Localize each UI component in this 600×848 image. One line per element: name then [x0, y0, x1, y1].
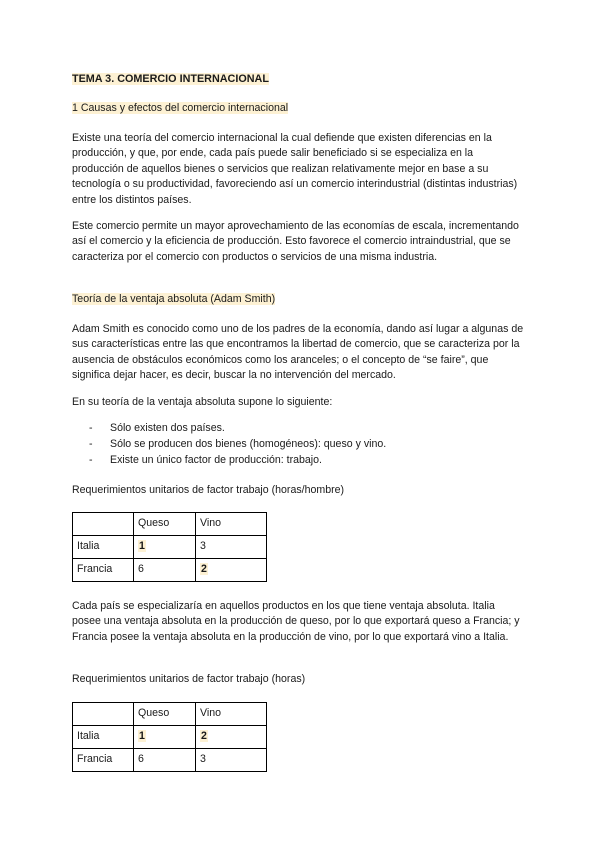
- table-cell-country: Francia: [73, 749, 134, 772]
- table-cell: 3: [196, 536, 267, 559]
- table-header-vino: Vino: [196, 703, 267, 726]
- table-row: [73, 726, 267, 749]
- table-cell: [73, 703, 134, 726]
- table-header-row: [73, 703, 267, 726]
- list-item: - Sólo existen dos países.: [72, 421, 386, 437]
- table-cell-highlighted: 2: [196, 559, 267, 582]
- paragraph-supuestos-intro: En su teoría de la ventaja absoluta supone lo siguiente:: [72, 396, 333, 408]
- paragraph-adam-smith: Adam Smith es conocido como uno de los padres de la economía, dando así lugar a algunas de sus características entre las que encontramos la libertad de comercio, que se caracteriza por la ausencia de obstáculos económicos como los aranceles; o el concepto de “se faire”, que significa dejar hacer, es decir, buscar la no intervención del mercado.: [72, 323, 524, 382]
- dash-bullet-icon: -: [89, 422, 93, 434]
- document-title: TEMA 3. COMERCIO INTERNACIONAL: [72, 73, 269, 85]
- table-cell-highlighted: 1: [134, 536, 196, 559]
- table-header-vino: Vino: [196, 513, 267, 536]
- list-item: - Sólo se producen dos bienes (homogéneos): queso y vino.: [72, 437, 386, 453]
- table-cell: 6: [134, 749, 196, 772]
- table-header-queso: Queso: [134, 703, 196, 726]
- table-header-row: [73, 513, 267, 536]
- table-cell: 3: [196, 749, 267, 772]
- list-item: - Existe un único factor de producción: trabajo.: [72, 453, 386, 469]
- table-cell-country: Italia: [73, 536, 134, 559]
- paragraph-teoria-comercio: Existe una teoría del comercio internacional la cual defiende que existen diferencias en la producción, y que, por ende, cada país puede salir beneficiado si se especializa en la producción de aquellos bienes o servicios que realizan relativamente mejor en base a su tecnología o su productividad, favoreciendo así un comercio interindustrial (distintas industrias) entre los distintos países.: [72, 132, 518, 206]
- table1-caption: Requerimientos unitarios de factor trabajo (horas/hombre): [72, 484, 345, 496]
- table-row: [73, 536, 267, 559]
- table-cell: 6: [134, 559, 196, 582]
- assumptions-list: [72, 421, 386, 469]
- table-row: [73, 749, 267, 772]
- table-cell-country: Francia: [73, 559, 134, 582]
- table-cell: [73, 513, 134, 536]
- requirements-table-1: [72, 512, 267, 582]
- table-row: [73, 559, 267, 582]
- paragraph-economias-escala: Este comercio permite un mayor aprovechamiento de las economías de escala, incrementando así el comercio y la eficiencia de producción. Esto favorece el comercio intraindustrial, que se caracteriza por el comercio con productos o servicios de una misma industria.: [72, 220, 519, 263]
- table-cell-highlighted: 2: [196, 726, 267, 749]
- section-heading-ventaja-absoluta: Teoría de la ventaja absoluta (Adam Smith): [72, 293, 276, 305]
- table-cell-highlighted: 1: [134, 726, 196, 749]
- table2-caption: Requerimientos unitarios de factor trabajo (horas): [72, 673, 306, 685]
- table-cell-country: Italia: [73, 726, 134, 749]
- dash-bullet-icon: -: [89, 454, 93, 466]
- table-header-queso: Queso: [134, 513, 196, 536]
- section-heading-causas: 1 Causas y efectos del comercio internacional: [72, 102, 289, 114]
- requirements-table-2: [72, 702, 267, 772]
- dash-bullet-icon: -: [89, 438, 93, 450]
- paragraph-especializacion: Cada país se especializaría en aquellos productos en los que tiene ventaja absoluta. Italia posee una ventaja absoluta en la producción de queso, por lo que exportará queso a Francia; y Francia posee la ventaja absoluta en la producción de vino, por lo que exportará vino a Italia.: [72, 600, 520, 643]
